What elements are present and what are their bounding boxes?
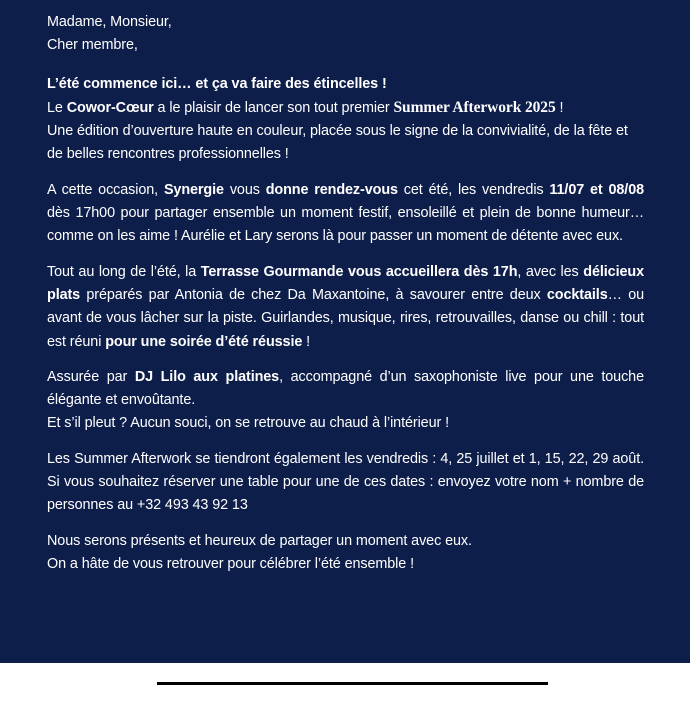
greeting-line-1: Madame, Monsieur, xyxy=(47,14,172,30)
occasion-text: dès 17h00 pour partager ensemble un moment festif, ensoleillé et plein de bonne humeur… comme on les aime ! Aurélie et Lary serons là pour passer un moment de détente avec eux. xyxy=(47,205,644,245)
rendezvous-text: donne rendez-vous xyxy=(265,181,398,198)
music-text: Assurée par xyxy=(47,368,135,385)
greeting xyxy=(47,11,644,58)
terrace-text: ! xyxy=(302,333,311,350)
intro-text: a le plaisir de lancer son tout premier xyxy=(153,99,394,116)
occasion-text: A cette occasion, xyxy=(47,181,164,198)
closing-paragraph xyxy=(47,530,644,577)
music-paragraph xyxy=(47,366,644,436)
intro-paragraph xyxy=(47,73,644,167)
dates-info: Les Summer Afterwork se tiendront également les vendredis : 4, 25 juillet et 1, 15, 22, 29 août. Si vous souhaitez réserver une table pour une de ces dates : envoyez votre nom + nombre de personnes au +32 493 43 92 13 xyxy=(47,450,644,514)
event-name: Summer Afterwork 2025 xyxy=(393,98,556,116)
terrace-text: … ou avant de vous lâcher sur la piste. Guirlandes, musique, rires, retrouvailles, danse ou chill : tout est réuni xyxy=(47,286,644,350)
rain-note: Et s’il pleut ? Aucun souci, on se retrouve au chaud à l’intérieur ! xyxy=(47,415,449,432)
sponsor-name: Synergie xyxy=(163,181,224,198)
terrace-text: préparés par Antonia de chez Da Maxantoine, à savourer entre deux xyxy=(80,286,547,303)
terrace-welcome: Terrasse Gourmande vous accueillera dès 17h xyxy=(200,263,518,280)
brand-name: Cowor-Cœur xyxy=(66,99,154,116)
dates-paragraph xyxy=(47,448,644,518)
intro-text: ! xyxy=(555,99,564,116)
dj-name: DJ Lilo aux platines xyxy=(134,368,280,385)
divider-line xyxy=(157,682,548,685)
dishes-text: délicieux plats xyxy=(47,263,644,303)
terrace-text: , avec les xyxy=(517,263,584,280)
occasion-text: vous xyxy=(223,181,266,198)
terrace-paragraph xyxy=(47,261,644,354)
occasion-paragraph xyxy=(47,179,644,249)
closing-line-1: Nous serons présents et heureux de partager un moment avec eux. xyxy=(47,532,472,549)
intro-description: Une édition d’ouverture haute en couleur, placée sous le signe de la convivialité, de la fête et de belles rencontres professionnelles ! xyxy=(47,123,628,163)
greeting-line-2: Cher membre, xyxy=(47,37,138,54)
closing-line-2: On a hâte de vous retrouver pour célébrer l’été ensemble ! xyxy=(47,555,414,572)
occasion-text: cet été, les vendredis xyxy=(397,181,550,198)
music-text: , accompagné d’un saxophoniste live pour une touche élégante et envoûtante. xyxy=(47,368,644,409)
headline: L’été commence ici… et ça va faire des étincelles ! xyxy=(47,75,387,92)
success-text: pour une soirée d’été réussie xyxy=(105,333,303,350)
event-dates: 11/07 et 08/08 xyxy=(549,181,645,198)
cocktails-text: cocktails xyxy=(546,286,608,303)
intro-text: Le xyxy=(47,99,67,116)
terrace-text: Tout au long de l’été, la xyxy=(47,263,201,280)
